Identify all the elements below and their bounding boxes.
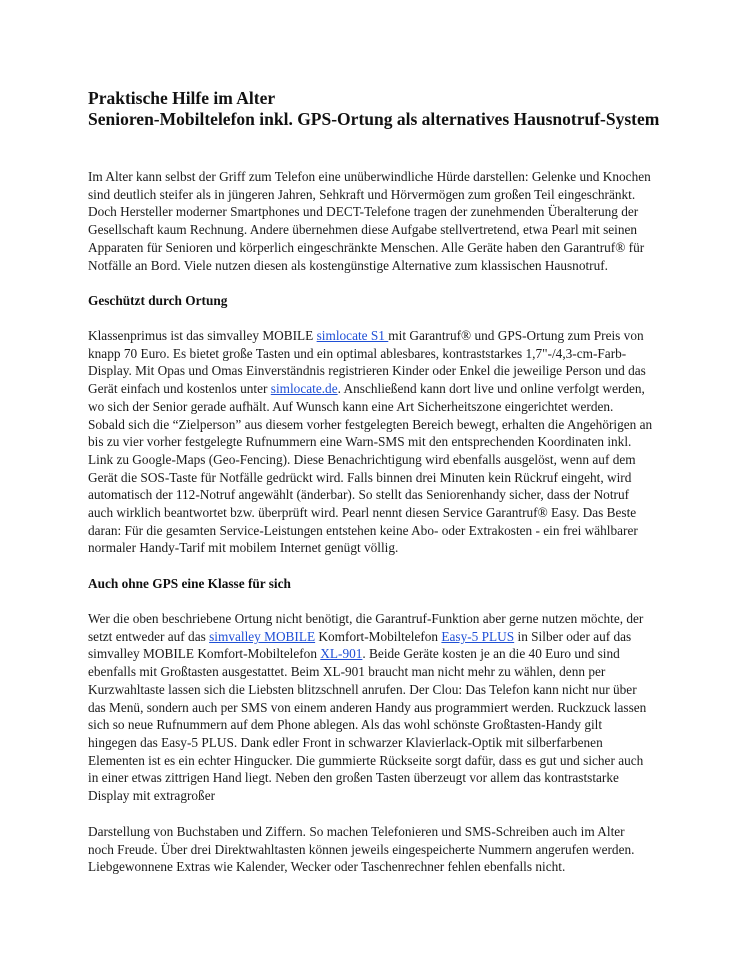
text-segment: Im Alter kann selbst der Griff zum Telefon eine unüberwindliche Hürde darstellen: Gelenke und Knochen: [88, 169, 651, 184]
text-segment: auch wirklich beantwortet bzw. überprüft wird. Pearl nennt diesen Service Garantruf® Easy. Das Beste: [88, 505, 637, 521]
text-segment: Wer die oben beschriebene Ortung nicht benötigt, die Garantruf-Funktion aber gerne nutzen möchte, der: [88, 611, 644, 626]
text-segment: daran: Für die gesamten Service-Leistungen entstehen keine Abo- oder Extrakosten - ein frei wählbarer: [88, 522, 638, 538]
text-line: [88, 539, 652, 557]
text-segment: sind deutlich steifer als in jüngeren Jahren, Sehkraft und Hörvermögen zum großen Teil eingeschränkt.: [88, 186, 636, 202]
text-line: [88, 522, 652, 540]
text-segment: Gerät einfach und kostenlos unter: [88, 381, 271, 397]
intro-paragraph: [88, 168, 651, 274]
text-segment: mit Garantruf® und GPS-Ortung zum Preis von: [388, 328, 644, 343]
text-segment: das Menü, sondern auch per SMS von einem anderen Handy aus programmiert werden. Ruckzuck lassen: [88, 699, 647, 715]
text-segment: Gesellschaft kaum Rechnung. Andere übernehmen diese Aufgabe stellvertretend, etwa Pearl mit seinen: [88, 222, 638, 238]
text-segment: Display mit extragroßer: [88, 788, 216, 804]
text-line: [88, 186, 651, 204]
text-line: [88, 451, 652, 469]
text-segment: . Anschließend kann dort live und online verfolgt werden,: [337, 381, 645, 397]
text-line: [88, 345, 652, 363]
text-segment: Liebgewonnene Extras wie Kalender, Wecker oder Taschenrechner fehlen ebenfalls nicht.: [88, 859, 566, 875]
text-line: [88, 203, 651, 221]
text-segment: automatisch der 112-Notruf angewählt (änderbar). So stellt das Seniorenhandy sicher, dass der Notruf: [88, 487, 630, 503]
text-segment: Darstellung von Buchstaben und Ziffern. So machen Telefonieren und SMS-Schreiben auch im Alter: [88, 824, 625, 839]
section-paragraph: [88, 610, 646, 805]
text-segment: knapp 70 Euro. Es bietet große Tasten und ein optimal ablesbares, kontraststarkes 1,7"-/4,3-cm-Farb-: [88, 345, 627, 361]
text-line: [88, 168, 651, 186]
text-line: [88, 416, 652, 434]
text-line: [88, 486, 652, 504]
text-segment: hingegen das Easy-5 PLUS. Dank edler Front in schwarzer Klavierlack-Optik mit silberfarbenen: [88, 734, 603, 750]
text-line: [88, 681, 646, 699]
hyperlink[interactable]: simlocate S1: [316, 328, 389, 343]
text-line: [88, 469, 652, 487]
text-line: [88, 398, 652, 416]
text-line: [88, 380, 652, 398]
hyperlink[interactable]: simvalley MOBILE: [209, 628, 316, 644]
text-segment: Notfälle an Bord. Viele nutzen diesen als kostengünstige Alternative zum klassischen Hausnotruf.: [88, 257, 608, 273]
text-segment: Sobald sich die “Zielperson” aus diesem vorher festgelegten Bereich bewegt, erhalten die Angehörigen an: [88, 416, 653, 432]
text-segment: wo sich der Senior gerade aufhält. Auf Wunsch kann eine Art Sicherheitszone eingerichtet werden.: [88, 398, 614, 414]
text-line: [88, 257, 651, 275]
text-line: [88, 628, 646, 646]
title-line: Praktische Hilfe im Alter: [88, 88, 276, 108]
section-paragraph: [88, 327, 652, 557]
text-segment: Gerät die SOS-Taste für Notfälle gedrückt wird. Falls binnen drei Minuten kein Rückruf eingeht, wird: [88, 469, 632, 485]
text-segment: setzt entweder auf das: [88, 628, 210, 644]
text-segment: Kurzwahltaste lassen sich die Liebsten blitzschnell anrufen. Der Clou: Das Telefon kann nicht nur über: [88, 681, 637, 697]
text-line: [88, 752, 646, 770]
text-segment: normaler Handy-Tarif mit mobilem Internet genügt völlig.: [88, 540, 399, 556]
text-line: [88, 433, 652, 451]
text-line: [88, 841, 634, 859]
section-heading: Geschützt durch Ortung: [88, 293, 228, 308]
text-line: [88, 823, 634, 841]
text-line: [88, 221, 651, 239]
text-line: [88, 663, 646, 681]
text-segment: bis zu vier vorher festgelegte Rufnummern eine Warn-SMS mit den entsprechenden Koordinaten inkl.: [88, 434, 632, 450]
text-segment: Apparaten für Senioren und körperlich eingeschränkte Menschen. Alle Geräte haben den Garantruf® für: [88, 239, 645, 255]
text-segment: sich so neue Rufnummern auf dem Phone ablegen. Als das wohl schönste Großtasten-Handy gilt: [88, 717, 603, 733]
text-line: [88, 716, 646, 734]
text-line: [88, 239, 651, 257]
text-line: [88, 610, 646, 628]
text-segment: noch Freude. Über drei Direktwahltasten können jeweils eingespeicherte Nummern angerufen werden.: [88, 841, 635, 857]
text-segment: Elementen ist es ein echter Hingucker. Die gummierte Rückseite sorgt dafür, dass es gut und sicher auch: [88, 752, 644, 768]
section-heading: Auch ohne GPS eine Klasse für sich: [88, 576, 291, 591]
hyperlink[interactable]: XL-901: [320, 646, 363, 662]
text-line: [88, 734, 646, 752]
text-segment: Klassenprimus ist das simvalley MOBILE: [88, 328, 317, 343]
hyperlink[interactable]: simlocate.de: [270, 381, 338, 397]
text-line: [88, 327, 652, 345]
text-line: [88, 769, 646, 787]
text-line: [88, 699, 646, 717]
text-segment: in Silber oder auf das: [514, 628, 632, 644]
text-line: [88, 504, 652, 522]
text-segment: . Beide Geräte kosten je an die 40 Euro und sind: [362, 646, 620, 662]
text-segment: Link zu Google-Maps (Geo-Fencing). Diese Benachrichtigung wird ebenfalls ausgelöst, wenn auf dem: [88, 451, 636, 467]
text-line: [88, 362, 652, 380]
text-segment: Display. Mit Opas und Omas Einverständnis registrieren Kinder oder Enkel die jeweilige Person und das: [88, 363, 646, 379]
text-line: [88, 645, 646, 663]
subtitle-line: Senioren-Mobiltelefon inkl. GPS-Ortung als alternatives Hausnotruf-System: [88, 109, 660, 129]
closing-paragraph: [88, 823, 634, 876]
text-segment: ebenfalls mit Großtasten ausgestattet. Beim XL-901 braucht man nicht mehr zu wählen, denn per: [88, 664, 606, 680]
text-line: [88, 858, 634, 876]
text-line: [88, 787, 646, 805]
text-segment: Komfort-Mobiltelefon: [315, 628, 442, 644]
text-segment: Doch Hersteller moderner Smartphones und DECT-Telefone tragen der zunehmenden Überalterung der: [88, 204, 639, 220]
hyperlink[interactable]: Easy-5 PLUS: [441, 628, 515, 644]
text-segment: simvalley MOBILE Komfort-Mobiltelefon: [88, 646, 321, 662]
text-segment: in einer etwas zittrigen Hand liegt. Neben den großen Tasten überzeugt vor allem das kontraststarke: [88, 770, 619, 786]
document-title: [88, 88, 659, 130]
